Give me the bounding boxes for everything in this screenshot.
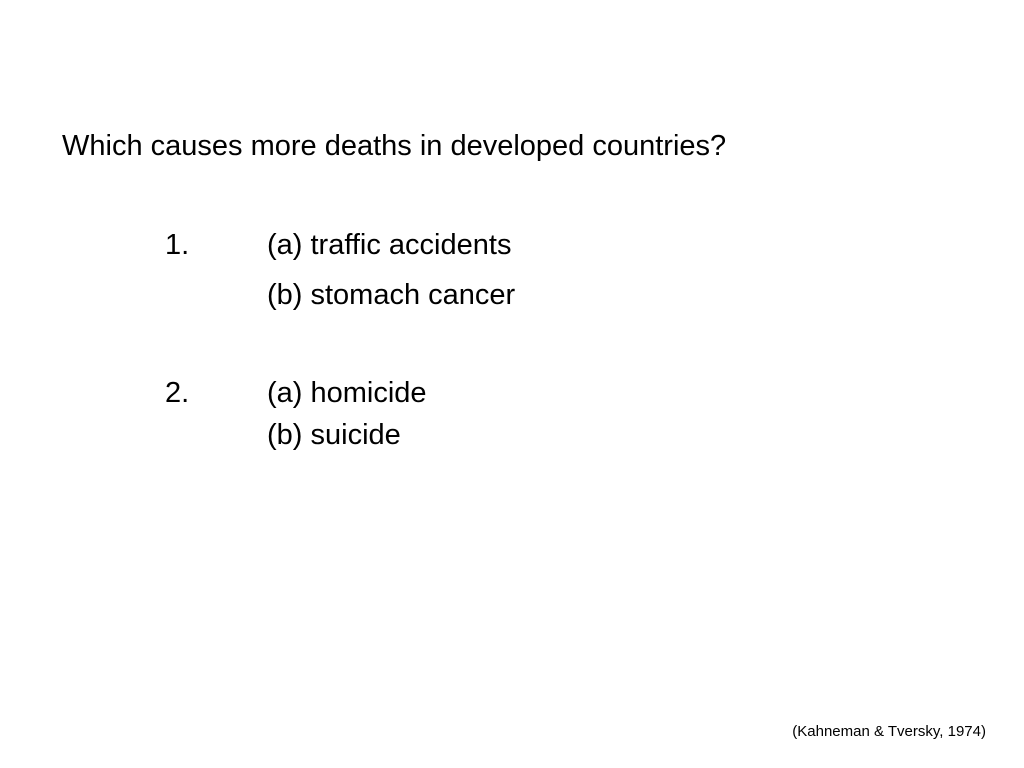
item-2-option-b: (b) suicide [267,419,401,451]
item-2-number: 2. [165,377,190,409]
item-1-number: 1. [165,229,190,261]
question-text: Which causes more deaths in developed countries? [62,130,727,162]
item-1-option-a: (a) traffic accidents [267,229,512,261]
item-1-option-b: (b) stomach cancer [267,279,516,311]
citation: (Kahneman & Tversky, 1974) [792,723,986,740]
item-2-option-a: (a) homicide [267,377,427,409]
